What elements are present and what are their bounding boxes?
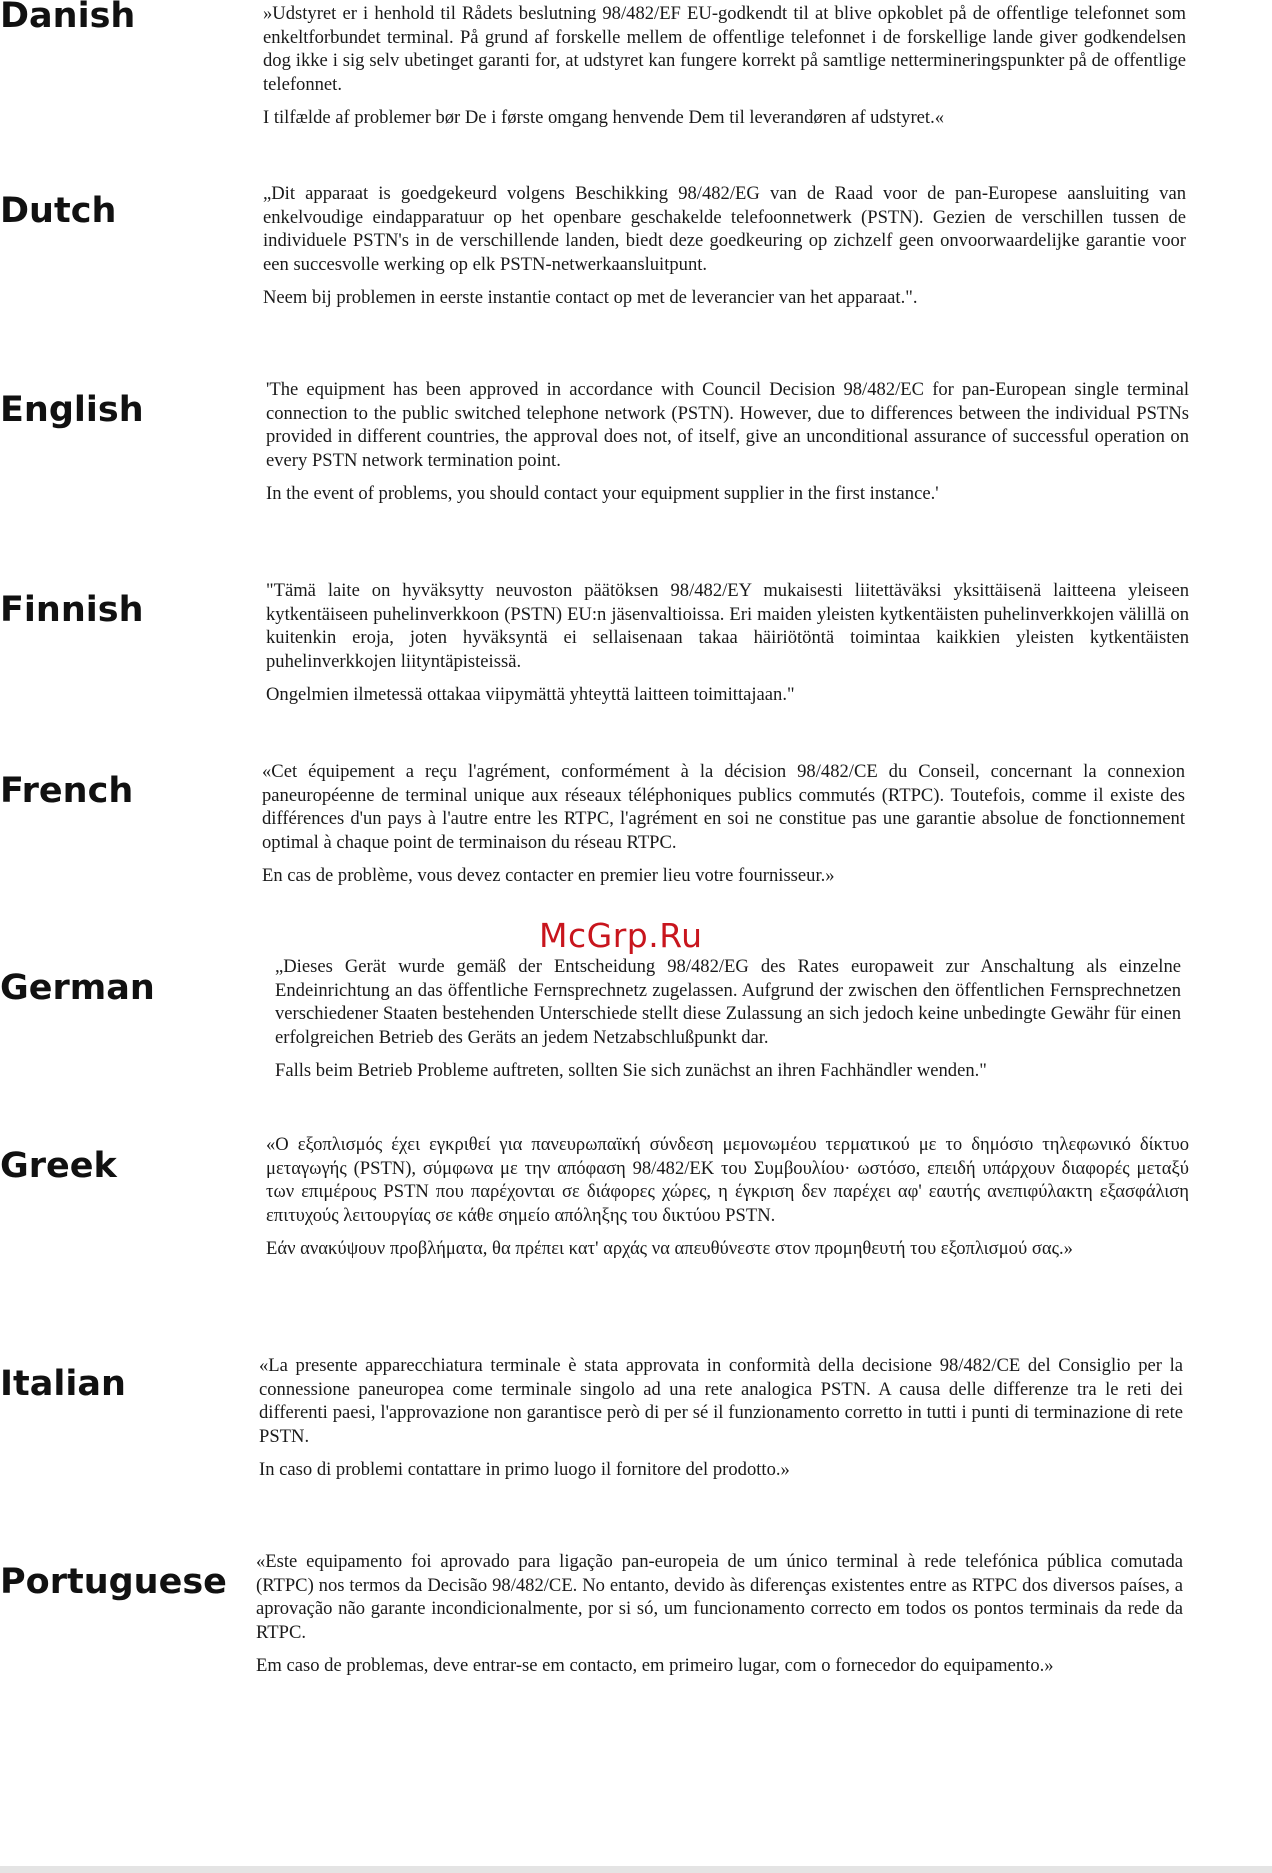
- language-heading: Finnish: [0, 590, 144, 630]
- contact-paragraph: Neem bij problemen in eerste instantie contact op met de leverancier van het apparaat.".: [263, 287, 918, 309]
- contact-paragraph: In caso di problemi contattare in primo luogo il fornitore del prodotto.»: [259, 1459, 790, 1481]
- approval-paragraph: „Dieses Gerät wurde gemäß der Entscheidung 98/482/EG des Rates europaweit zur Anschaltung als einzelne Endeinrichtung an das öffentliche Fernsprechnetz zugelassen. Aufgrund der zwischen den öffentlichen Fernsprechnetzen verschiedener Staaten bestehenden Unterschiede stellt diese Zulassung an sich jedoch keine unbedingte Gewähr für einen erfolgreichen Betrieb des Geräts an jedem Netzabschlußpunkt dar.: [275, 956, 1181, 1048]
- section-body: [259, 1354, 1183, 1482]
- contact-paragraph: Em caso de problemas, deve entrar-se em contacto, em primeiro lugar, com o fornecedor do equipamento.»: [256, 1655, 1054, 1677]
- page-bottom-divider: [0, 1866, 1272, 1873]
- contact-paragraph: In the event of problems, you should contact your equipment supplier in the first instance.': [266, 483, 939, 505]
- section-body: [262, 760, 1185, 888]
- section-body: [263, 182, 1186, 310]
- approval-paragraph: «Este equipamento foi aprovado para ligação pan-europeia de um único terminal à rede telefónica pública comutada (RTPC) nos termos da Decisão 98/482/CE. No entanto, devido às diferenças existentes entre as RTPC dos diversos países, a aprovação não garante incondicionalmente, por si só, um funcionamento correcto em todos os pontos terminais da rede da RTPC.: [256, 1551, 1183, 1643]
- section-body: [256, 1550, 1183, 1678]
- contact-paragraph: En cas de problème, vous devez contacter en premier lieu votre fournisseur.»: [262, 865, 835, 887]
- contact-paragraph: Falls beim Betrieb Probleme auftreten, sollten Sie sich zunächst an ihren Fachhändler wenden.": [275, 1060, 987, 1082]
- language-heading: German: [0, 968, 155, 1008]
- language-heading: Dutch: [0, 191, 117, 231]
- language-heading: Greek: [0, 1146, 117, 1186]
- section-body: [266, 579, 1189, 707]
- section-body: [263, 2, 1186, 130]
- language-heading: Danish: [0, 0, 136, 36]
- language-heading: Italian: [0, 1364, 126, 1404]
- contact-paragraph: Εάν ανακύψουν προβλήματα, θα πρέπει κατ' αρχάς να απευθύνεστε στον προμηθευτή του εξοπλισμού σας.»: [266, 1238, 1073, 1260]
- language-heading: English: [0, 390, 144, 430]
- approval-paragraph: 'The equipment has been approved in accordance with Council Decision 98/482/EC for pan-European single terminal connection to the public switched telephone network (PSTN). However, due to differences between the individual PSTNs provided in different countries, the approval does not, of itself, give an unconditional assurance of successful operation on every PSTN network termination point.: [266, 379, 1189, 471]
- section-body: [266, 378, 1189, 506]
- approval-paragraph: »Udstyret er i henhold til Rådets beslutning 98/482/EF EU-godkendt til at blive opkoblet på de offentlige telefonnet som enkeltforbundet terminal. På grund af forskelle mellem de offentlige telefonnet i de forskellige lande giver godkendelsen dog ikke i sig selv ubetinget garanti for, at udstyret kan fungere korrekt på samtlige nettermineringspunkter på de offentlige telefonnet.: [263, 3, 1186, 95]
- language-heading: French: [0, 771, 134, 811]
- watermark-text: McGrp.Ru: [539, 916, 703, 955]
- section-body: [275, 955, 1181, 1083]
- approval-paragraph: „Dit apparaat is goedgekeurd volgens Beschikking 98/482/EG van de Raad voor de pan-Europese aansluiting van enkelvoudige eindapparatuur op het openbare geschakelde telefoonnetwerk (PSTN). Gezien de verschillen tussen de individuele PSTN's in de verschillende landen, biedt deze goedkeuring op zichzelf geen onvoorwaardelijke garantie voor een succesvolle werking op elk PSTN-netwerkaansluitpunt.: [263, 183, 1186, 275]
- language-heading: Portuguese: [0, 1562, 227, 1602]
- contact-paragraph: Ongelmien ilmetessä ottakaa viipymättä yhteyttä laitteen toimittajaan.": [266, 684, 795, 706]
- section-body: [266, 1133, 1189, 1261]
- approval-paragraph: «Cet équipement a reçu l'agrément, conformément à la décision 98/482/CE du Conseil, concernant la connexion paneuropéenne de terminal unique aux réseaux téléphoniques publics commutés (RTPC). Toutefois, comme il existe des différences d'un pays à l'autre entre les RTPC, l'agrément en soi ne constitue pas une garantie absolue de fonctionnement optimal à chaque point de terminaison du réseau RTPC.: [262, 761, 1185, 853]
- approval-paragraph: «La presente apparecchiatura terminale è stata approvata in conformità della decisione 98/482/CE del Consiglio per la connessione paneuropea come terminale singolo ad una rete analogica PSTN. A causa delle differenze tra le reti dei differenti paesi, l'approvazione non garantisce però di per sé il funzionamento corretto in tutti i punti di terminazione di rete PSTN.: [259, 1355, 1183, 1447]
- approval-paragraph: «Ο εξοπλισμός έχει εγκριθεί για πανευρωπαϊκή σύνδεση μεμονωμέου τερματικού με το δημόσιο τηλεφωνικό δίκτυο μεταγωγής (PSTN), σύμφωνα με την απόφαση 98/482/ΕΚ του Συμβουλίου· ωστόσο, επειδή υπάρχουν διαφορές μεταξύ των επιμέρους PSTN που παρέχονται σε διάφορες χώρες, η έγκριση δεν παρέχει αφ' εαυτής ανεπιφύλακτη εξασφάλιση επιτυχούς λειτουργίας σε κάθε σημείο απόληξης του δικτύου PSTN.: [266, 1134, 1189, 1226]
- approval-paragraph: "Tämä laite on hyväksytty neuvoston päätöksen 98/482/EY mukaisesti liitettäväksi yksittäisenä laitteena yleiseen kytkentäiseen puhelinverkkoon (PSTN) EU:n jäsenvaltioissa. Eri maiden yleisten kytkentäisten puhelinverkkojen välillä on kuitenkin eroja, joten hyväksyntä ei sellaisenaan takaa häiriötöntä toimintaa kaikkien yleisten kytkentäisten puhelinverkkojen liityntäpisteissä.: [266, 580, 1189, 672]
- contact-paragraph: I tilfælde af problemer bør De i første omgang henvende Dem til leverandøren af udstyret.«: [263, 107, 945, 129]
